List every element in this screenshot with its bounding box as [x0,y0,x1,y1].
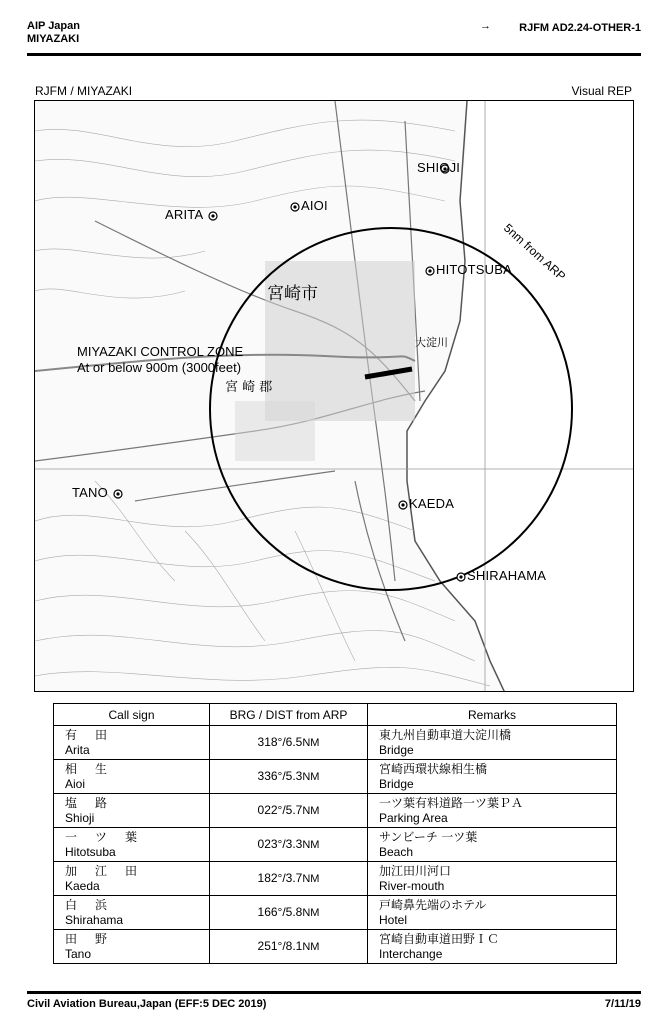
brg-dist-cell [210,760,368,794]
remark-ja: 宮崎自動車道田野ＩＣ [379,931,500,946]
radius-label: 5nm from ARP [500,220,569,284]
remark-ja: 東九州自動車道大淀川橋 [379,727,512,742]
dist-unit: NM [302,838,320,851]
call-sign-ja: 相生 [65,761,126,776]
call-sign-en: Aioi [65,776,86,791]
map-background [35,101,634,692]
footer-date: 7/11/19 [604,998,641,1010]
table-row [54,726,617,760]
remark-en: Interchange [379,946,443,961]
call-sign-cell [54,794,210,828]
control-zone-name: MIYAZAKI CONTROL ZONE [77,344,244,359]
remark-en: Beach [379,844,414,859]
call-sign-en: Tano [65,946,92,961]
brg-dist-cell [210,896,368,930]
call-sign-en: Arita [65,742,90,757]
brg-dist-value: 023°/3.3 [257,836,303,851]
dist-unit: NM [302,804,320,817]
call-sign-cell [54,896,210,930]
remarks-cell [368,896,617,930]
remark-en: Bridge [379,776,414,791]
rep-label-kaeda: KAEDA [409,496,455,511]
dist-unit: NM [302,872,320,885]
call-sign-cell [54,862,210,896]
publication-name: AIP Japan [27,20,80,32]
rep-label-hitotsuba: HITOTSUBA [436,262,512,277]
call-sign-cell [54,828,210,862]
rep-label-shirahama: SHIRAHAMA [467,568,547,583]
call-sign-en: Shioji [65,810,95,825]
rep-label-aioi: AIOI [301,198,328,213]
brg-dist-cell [210,930,368,964]
remarks-cell [368,726,617,760]
table-row [54,862,617,896]
remark-ja: 戸崎鼻先端のホテル [379,897,487,912]
remark-en: Bridge [379,742,414,757]
table-row [54,828,617,862]
table-row [54,794,617,828]
remark-en: Hotel [379,912,408,927]
call-sign-ja: 一ツ葉 [65,829,156,844]
brg-dist-value: 251°/8.1 [257,938,303,953]
column-header-remarks: Remarks [368,704,617,726]
remarks-cell [368,760,617,794]
remark-en: River-mouth [379,878,445,893]
remarks-cell [368,930,617,964]
call-sign-cell [54,760,210,794]
remark-ja: サンビーチ 一ツ葉 [379,829,478,844]
table-header-row [54,704,617,726]
dist-unit: NM [302,940,320,953]
control-zone-label [77,344,243,376]
control-zone-altitude: At or below 900m (3000feet) [77,360,242,375]
table-row [54,760,617,794]
call-sign-en: Shirahama [65,912,124,927]
footer-rule [27,991,641,994]
table-row [54,930,617,964]
call-sign-cell [54,726,210,760]
visual-rep-table [53,703,617,964]
brg-dist-value: 182°/3.7 [257,870,303,885]
call-sign-en: Kaeda [65,878,100,893]
district-label: 宮 崎 郡 [225,380,273,395]
dist-unit: NM [302,906,320,919]
remarks-cell [368,862,617,896]
rep-label-arita: ARITA [165,207,204,222]
city-label: 宮崎市 [267,284,318,304]
table-row [54,896,617,930]
header-rule [27,53,641,56]
remark-en: Parking Area [379,810,448,825]
brg-dist-cell [210,794,368,828]
call-sign-cell [54,930,210,964]
aerodrome-name: MIYAZAKI [27,33,80,45]
column-header-brg-dist: BRG / DIST from ARP [210,704,368,726]
remark-ja: 加江田川河口 [379,863,452,878]
dist-unit: NM [302,736,320,749]
brg-dist-value: 022°/5.7 [257,802,303,817]
brg-dist-cell [210,862,368,896]
map-title: RJFM / MIYAZAKI [35,84,133,98]
page-arrow: → [480,20,491,32]
footer-agency: Civil Aviation Bureau,Japan (EFF:5 DEC 2019) [27,998,267,1010]
rep-label-shioji: SHIOJI [417,160,461,175]
map-subtitle: Visual REP [571,84,632,98]
sea-area [407,101,634,692]
call-sign-ja: 有田 [65,727,126,742]
remark-ja: 一ツ葉有料道路一ツ葉ＰＡ [379,795,524,810]
call-sign-en: Hitotsuba [65,844,116,859]
column-header-call-sign: Call sign [54,704,210,726]
brg-dist-value: 336°/5.3 [257,768,303,783]
river-label: 大淀川 [415,336,448,349]
rep-label-tano: TANO [72,485,108,500]
remark-ja: 宮崎西環状線相生橋 [379,761,488,776]
brg-dist-cell [210,828,368,862]
visual-rep-map [34,100,634,692]
call-sign-ja: 塩路 [65,795,126,810]
urban-area [235,401,315,461]
call-sign-ja: 白浜 [65,897,126,912]
brg-dist-cell [210,726,368,760]
brg-dist-value: 318°/6.5 [257,734,303,749]
call-sign-ja: 田野 [65,931,126,946]
dist-unit: NM [302,770,320,783]
brg-dist-value: 166°/5.8 [257,904,303,919]
page-id: RJFM AD2.24-OTHER-1 [519,22,641,34]
call-sign-ja: 加江田 [65,863,156,878]
remarks-cell [368,794,617,828]
remarks-cell [368,828,617,862]
